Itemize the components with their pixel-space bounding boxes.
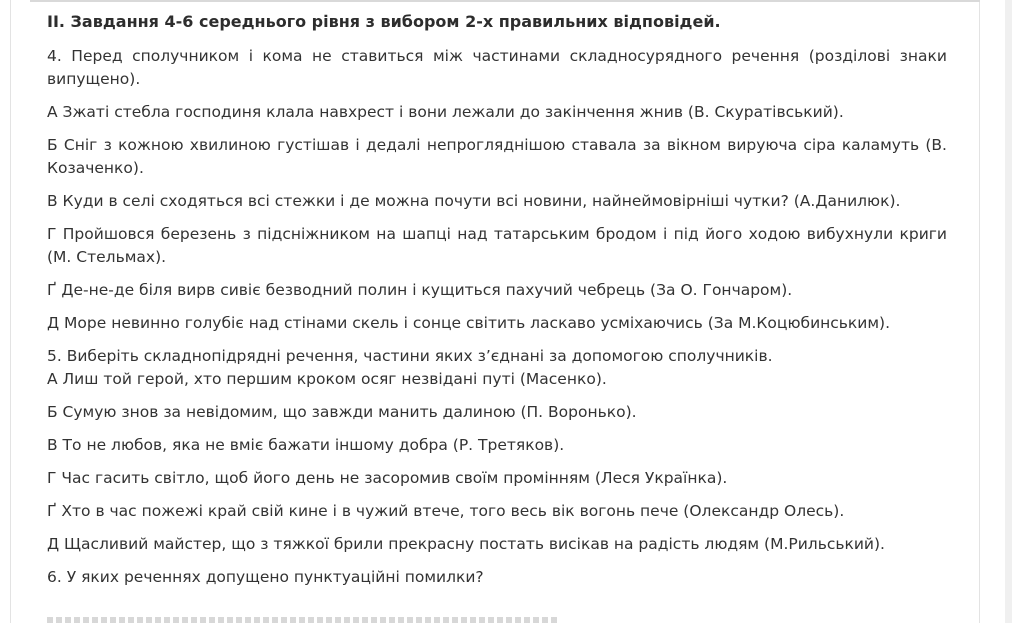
- task-4-option-v: В Куди в селі сходяться всі стежки і де можна почути всі новини, найнеймовірніші чутки? (А.Данилюк).: [47, 192, 901, 210]
- task-5-option-v: В То не любов, яка не вміє бажати іншому добра (Р. Третяков).: [47, 436, 565, 454]
- task-6-question: 6. У яких реченнях допущено пунктуаційні помилки?: [47, 568, 484, 586]
- task-5-option-g: Ґ Хто в час пожежі край свій кине і в чужий втече, того весь вік вогонь пече (Олександр Олесь).: [47, 502, 845, 520]
- task-5-option-d: Д Щасливий майстер, що з тяжкої брили прекрасну постать висікав на радість людям (М.Рильський).: [47, 535, 885, 553]
- top-divider: [30, 0, 980, 2]
- task-5-option-b: Б Сумую знов за невідомим, що завжди манить далиною (П. Воронько).: [47, 403, 637, 421]
- task-4-option-b: Б Сніг з кожною хвилиною густішав і дедалі непрогляднішою ставала за вікном вируюча сіра каламуть (В. Козаченко).: [47, 136, 947, 177]
- task-5-question: 5. Виберіть складнопідрядні речення, частини яких з’єднані за допомогою сполучників.: [47, 347, 773, 365]
- task-4-option-a: А Зжаті стебла господиня клала навхрест і вони лежали до закінчення жнив (В. Скуратівський).: [47, 103, 844, 121]
- cut-off-next-line: [47, 617, 557, 623]
- section-heading: ІІ. Завдання 4-6 середнього рівня з вибором 2-х правильних відповідей.: [47, 12, 721, 31]
- task-5-option-h: Г Час гасить світло, щоб його день не засоромив своїм промінням (Леся Українка).: [47, 469, 728, 487]
- right-edge: [1005, 0, 1012, 623]
- document-content: [47, 10, 947, 599]
- task-4-option-h: Г Пройшовся березень з підсніжником на шапці над татарським бродом і під його ходою вибухнули криги (М. Стельмах).: [47, 225, 947, 266]
- task-5-option-a: А Лиш той герой, хто першим кроком осяг незвідані путі (Масенко).: [47, 370, 607, 388]
- task-4-question: 4. Перед сполучником і кома не ставиться між частинами складносурядного речення (розділові знаки випущено).: [47, 47, 947, 88]
- task-4-option-g: Ґ Де-не-де біля вирв сивіє безводний полин і кущиться пахучий чебрець (За О. Гончаром).: [47, 281, 793, 299]
- task-4-option-d: Д Море невинно голубіє над стінами скель і сонце світить ласкаво усміхаючись (За М.Коцюбинським).: [47, 314, 891, 332]
